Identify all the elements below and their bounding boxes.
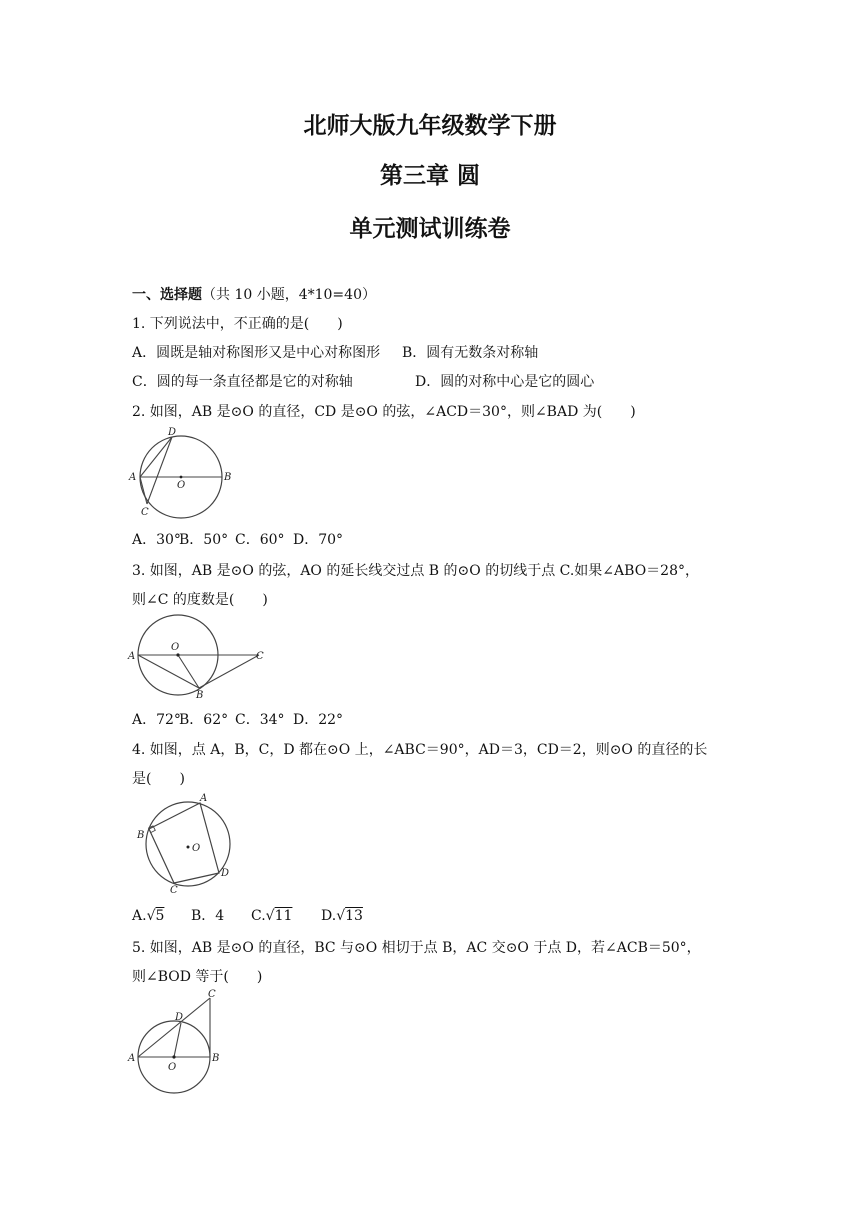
option-b: B．圆有无数条对称轴 [402,345,539,361]
option-a: A．30° [132,532,181,548]
label-o: O [177,480,186,491]
label-a: A [128,651,136,662]
label-c: C [256,651,264,662]
label-o: O [192,843,201,854]
question-2-stem: 2. 如图，AB 是⊙O 的直径，CD 是⊙O 的弦，∠ACD＝30°，则∠BAD 为( ) [132,404,636,420]
label-c: C [141,507,149,518]
label-d: D [221,868,230,879]
question-5-stem: 5. 如图，AB 是⊙O 的直径，BC 与⊙O 相切于点 B，AC 交⊙O 于点 D，若∠ACB＝50°， [132,940,701,956]
option-c: C.√11 [251,908,293,924]
label-c: C [170,885,178,896]
option-a: A.√5 [132,908,165,924]
label-c: C [208,989,216,1000]
question-5-stem-cont: 则∠BOD 等于( ) [132,969,263,985]
label-b: B [137,830,145,841]
section-heading [132,284,376,304]
question-5-figure [126,988,226,1098]
label-a: A [129,472,137,483]
question-4-figure [134,792,240,896]
question-3-stem-cont: 则∠C 的度数是( ) [132,592,268,608]
doc-title: 北师大版九年级数学下册 [303,113,557,139]
label-d: D [175,1012,184,1023]
option-b: B．50° [179,532,229,548]
label-o: O [171,642,180,653]
question-3-options [132,709,343,729]
option-c: C．圆的每一条直径都是它的对称轴 [132,374,353,390]
option-d: D.√13 [321,908,363,924]
question-4-options [132,905,363,925]
test-title: 单元测试训练卷 [349,216,511,242]
label-a: A [200,793,208,804]
option-d: D．70° [293,532,344,548]
question-2-options [132,529,343,549]
option-b: B．4 [191,908,225,924]
question-1-options-row1 [132,342,538,362]
label-b: B [212,1053,220,1064]
chapter-title: 第三章 圆 [379,163,480,189]
section-note: （共 10 小题，4*10=40） [202,287,376,303]
option-a: A．72° [132,712,181,728]
question-3-figure [126,612,271,700]
question-4-stem-cont: 是( ) [132,771,185,787]
option-c: C．60° [235,532,285,548]
option-a: A．圆既是轴对称图形又是中心对称图形 [132,345,381,361]
question-2-figure [126,426,236,524]
label-a: A [128,1053,136,1064]
question-1-stem: 1. 下列说法中，不正确的是( ) [132,316,343,332]
question-3-stem: 3. 如图，AB 是⊙O 的弦，AO 的延长线交过点 B 的⊙O 的切线于点 C.如果∠ABO＝28°， [132,563,699,579]
label-o: O [168,1062,177,1073]
option-c: C．34° [235,712,285,728]
label-d: D [168,427,177,438]
question-4-stem: 4. 如图，点 A，B，C，D 都在⊙O 上，∠ABC＝90°，AD＝3，CD＝2，则⊙O 的直径的长 [132,742,708,758]
section-label: 一、选择题 [132,287,202,303]
option-d: D．圆的对称中心是它的圆心 [415,374,595,390]
label-b: B [196,690,204,700]
question-1-options-row2 [132,371,594,391]
label-b: B [224,472,232,483]
option-d: D．22° [293,712,344,728]
option-b: B．62° [179,712,229,728]
